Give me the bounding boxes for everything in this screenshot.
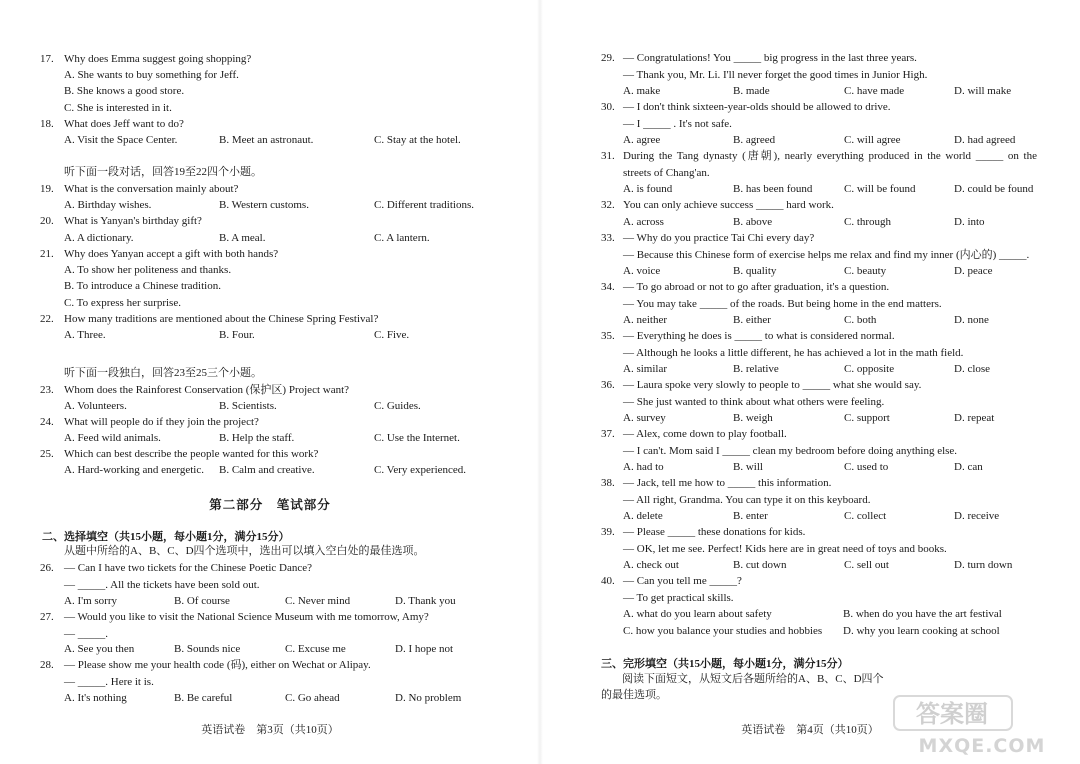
question-number: 25. [40, 448, 54, 460]
answer-option: C. sell out [844, 559, 889, 571]
answer-option: C. beauty [844, 265, 887, 277]
answer-option: B. Sounds nice [174, 643, 241, 655]
question-line: — Although he looks a little different, he has achieved a lot in the math field. [623, 346, 964, 359]
question-line: — Alex, come down to play football. [623, 428, 787, 440]
question-number: 19. [40, 183, 54, 195]
question-number: 22. [40, 313, 54, 325]
answer-option: C. Use the Internet. [374, 432, 460, 444]
answer-option: D. will make [954, 85, 1012, 97]
question-line: — _____. Here it is. [64, 675, 154, 688]
answer-option: A. Visit the Space Center. [64, 134, 178, 146]
question-number: 33. [601, 232, 615, 244]
answer-option: A. survey [623, 412, 666, 424]
answer-option: A. Volunteers. [64, 400, 127, 412]
question-stem: What does Jeff want to do? [64, 118, 184, 130]
question-line: — Why do you practice Tai Chi every day? [623, 232, 815, 244]
question-line: — _____. All the tickets have been sold out. [64, 578, 260, 591]
answer-option: C. Stay at the hotel. [374, 134, 461, 146]
section3-heading: 三、完形填空（共15小题，每小题1分，满分15分） [601, 658, 849, 670]
answer-option: A. voice [623, 265, 661, 277]
answer-option: D. can [954, 461, 983, 473]
question-number: 29. [601, 52, 615, 64]
question-line: — You may take _____ of the roads. But being home in the end matters. [623, 297, 942, 310]
answer-option: C. through [844, 216, 892, 228]
section3-instruction-line2: 的最佳选项。 [601, 689, 667, 701]
answer-option: B. Calm and creative. [219, 464, 315, 476]
answer-option: C. Different traditions. [374, 199, 474, 211]
answer-option: D. repeat [954, 412, 995, 424]
answer-option: C. will agree [844, 134, 901, 146]
question-line: — Laura spoke very slowly to people to _____ what she would say. [623, 379, 922, 391]
answer-option: B. either [733, 314, 771, 326]
section3-instruction-line1: 阅读下面短文，从短文后各题所给的A、B、C、D四个 [622, 673, 884, 685]
answer-option: A. I'm sorry [64, 595, 118, 607]
question-line: — To go abroad or not to go after graduation, it's a question. [623, 281, 890, 293]
question-number: 31. [601, 150, 615, 162]
answer-option: D. close [954, 363, 991, 375]
part2-title: 第二部分 笔试部分 [209, 498, 331, 512]
answer-option: C. Excuse me [285, 643, 346, 655]
answer-option: B. Scientists. [219, 400, 277, 412]
question-number: 36. [601, 379, 615, 391]
answer-option: B. made [733, 85, 770, 97]
answer-option: D. peace [954, 265, 993, 277]
answer-option: B. Help the staff. [219, 432, 295, 444]
question-number: 18. [40, 118, 54, 130]
question-number: 27. [40, 611, 54, 623]
answer-option: A. To show her politeness and thanks. [64, 264, 232, 276]
question-number: 32. [601, 199, 615, 211]
answer-option: D. turn down [954, 559, 1013, 571]
answer-option: A. is found [623, 183, 673, 195]
answer-option: A. across [623, 216, 664, 228]
question-number: 40. [601, 575, 615, 587]
watermark-logo [892, 694, 1072, 758]
answer-option: D. I hope not [395, 643, 454, 655]
answer-option: D. Thank you [395, 595, 456, 607]
question-number: 35. [601, 330, 615, 342]
question-number: 26. [40, 562, 54, 574]
answer-option: C. support [844, 412, 890, 424]
section2-instruction: 从题中所给的A、B、C、D四个选项中，选出可以填入空白处的最佳选项。 [64, 545, 425, 557]
footer-page-3: 英语试卷 第3页（共10页） [201, 724, 339, 736]
question-line: — To get practical skills. [623, 591, 734, 604]
answer-option: B. relative [733, 363, 779, 375]
answer-option: C. will be found [844, 183, 916, 195]
answer-option: A. similar [623, 363, 667, 375]
answer-option: C. collect [844, 510, 887, 522]
answer-option: A. had to [623, 461, 664, 473]
question-number: 37. [601, 428, 615, 440]
question-line: — I don't think sixteen-year-olds should be allowed to drive. [623, 101, 891, 113]
answer-option: A. make [623, 85, 661, 97]
question-line: — Please _____ these donations for kids. [623, 526, 806, 538]
answer-option: B. Meet an astronaut. [219, 134, 314, 146]
question-number: 38. [601, 477, 615, 489]
question-number: 34. [601, 281, 615, 293]
answer-option: B. agreed [733, 134, 776, 146]
question-line: — Everything he does is _____ to what is considered normal. [623, 330, 895, 342]
answer-option: D. had agreed [954, 134, 1016, 146]
question-line: — I _____ . It's not safe. [623, 117, 732, 130]
question-number: 23. [40, 384, 54, 396]
answer-option: D. could be found [954, 183, 1034, 195]
question-line: — Can I have two tickets for the Chinese Poetic Dance? [64, 562, 313, 574]
question-number: 30. [601, 101, 615, 113]
answer-option: A. Birthday wishes. [64, 199, 152, 211]
question-line: — Please show me your health code (码), either on Wechat or Alipay. [64, 659, 371, 671]
question-line: — I can't. Mom said I _____ clean my bedroom before doing anything else. [623, 444, 958, 457]
question-line: — OK, let me see. Perfect! Kids here are in great need of toys and books. [623, 542, 947, 555]
answer-option: C. how you balance your studies and hobbies [623, 624, 823, 637]
question-line: — All right, Grandma. You can type it on this keyboard. [623, 493, 871, 506]
watermark-top-text: 答案圈 [916, 700, 988, 728]
answer-option: B. Four. [219, 329, 255, 341]
question-number: 20. [40, 215, 54, 227]
question-stem: What is the conversation mainly about? [64, 183, 239, 195]
answer-option: B. above [733, 216, 773, 228]
answer-option: B. A meal. [219, 232, 266, 244]
answer-option: C. Never mind [285, 595, 351, 607]
answer-option: B. She knows a good store. [64, 85, 185, 97]
answer-option: B. has been found [733, 183, 813, 195]
listening-instruction: 听下面一段对话，回答19至22四个小题。 [64, 166, 262, 178]
answer-option: B. weigh [733, 412, 773, 424]
answer-option: B. will [733, 461, 763, 473]
answer-option: A. Feed wild animals. [64, 432, 161, 444]
answer-option: A. delete [623, 510, 663, 522]
question-number: 24. [40, 416, 54, 428]
answer-option: C. both [844, 314, 877, 326]
question-line: — She just wanted to think about what others were feeling. [623, 395, 885, 408]
question-stem: What will people do if they join the project? [64, 416, 259, 428]
question-stem: How many traditions are mentioned about the Chinese Spring Festival? [64, 313, 379, 325]
answer-option: A. It's nothing [64, 692, 127, 704]
answer-option: C. have made [844, 85, 905, 97]
answer-option: B. when do you have the art festival [843, 608, 1002, 620]
question-number: 39. [601, 526, 615, 538]
answer-option: C. used to [844, 461, 889, 473]
answer-option: A. Three. [64, 329, 106, 341]
answer-option: B. Of course [174, 595, 230, 607]
answer-option: C. Guides. [374, 400, 421, 412]
answer-option: B. enter [733, 510, 768, 522]
answer-option: A. See you then [64, 643, 135, 655]
answer-option: A. agree [623, 134, 661, 146]
answer-option: B. cut down [733, 559, 787, 571]
answer-option: A. check out [623, 559, 679, 571]
question-line: — _____. [64, 627, 108, 640]
exam-page-4 [540, 0, 1080, 764]
question-line: You can only achieve success _____ hard work. [623, 199, 834, 211]
watermark-bottom-text: MXQE.COM [918, 735, 1046, 757]
answer-option: D. none [954, 314, 989, 326]
answer-option: C. To express her surprise. [64, 297, 181, 309]
footer-page-4: 英语试卷 第4页（共10页） [741, 724, 879, 736]
answer-option: C. opposite [844, 363, 895, 375]
answer-option: B. To introduce a Chinese tradition. [64, 280, 221, 292]
question-line: — Congratulations! You _____ big progress in the last three years. [623, 52, 917, 64]
answer-option: D. No problem [395, 692, 462, 704]
question-line: — Would you like to visit the National Science Museum with me tomorrow, Amy? [64, 611, 429, 623]
question-stem: What is Yanyan's birthday gift? [64, 215, 202, 227]
answer-option: D. into [954, 216, 985, 228]
answer-option: B. quality [733, 265, 777, 277]
answer-option: A. what do you learn about safety [623, 608, 772, 620]
answer-option: D. receive [954, 510, 1000, 522]
question-number: 21. [40, 248, 54, 260]
question-line: During the Tang dynasty (唐朝), nearly everything produced in the world _____ on the [623, 150, 1037, 162]
question-line: — Can you tell me _____? [623, 575, 742, 587]
question-line: streets of Chang'an. [623, 166, 710, 179]
answer-option: B. Be careful [174, 692, 233, 704]
question-stem: Which can best describe the people wanted for this work? [64, 448, 319, 460]
question-stem: Why does Emma suggest going shopping? [64, 53, 252, 65]
listening-instruction: 听下面一段独白，回答23至25三个小题。 [64, 367, 262, 379]
question-line: — Thank you, Mr. Li. I'll never forget the good times in Junior High. [623, 68, 928, 81]
answer-option: C. She is interested in it. [64, 102, 172, 114]
answer-option: C. Very experienced. [374, 464, 467, 476]
section2-heading: 二、选择填空（共15小题，每小题1分，满分15分） [42, 531, 290, 543]
question-line: — Because this Chinese form of exercise helps me relax and find my inner (内心的) _____. [623, 248, 1030, 261]
question-line: — Jack, tell me how to _____ this information. [623, 477, 832, 489]
answer-option: D. why you learn cooking at school [843, 624, 1000, 637]
question-number: 28. [40, 659, 54, 671]
answer-option: A. Hard-working and energetic. [64, 464, 204, 476]
answer-option: C. Go ahead [285, 692, 340, 704]
question-number: 17. [40, 53, 54, 65]
question-stem: Why does Yanyan accept a gift with both hands? [64, 248, 279, 260]
answer-option: B. Western customs. [219, 199, 309, 211]
answer-option: A. She wants to buy something for Jeff. [64, 69, 239, 81]
question-stem: Whom does the Rainforest Conservation (保护区) Project want? [64, 384, 350, 396]
answer-option: C. A lantern. [374, 232, 430, 244]
answer-option: A. A dictionary. [64, 232, 134, 244]
answer-option: C. Five. [374, 329, 410, 341]
answer-option: A. neither [623, 314, 667, 326]
